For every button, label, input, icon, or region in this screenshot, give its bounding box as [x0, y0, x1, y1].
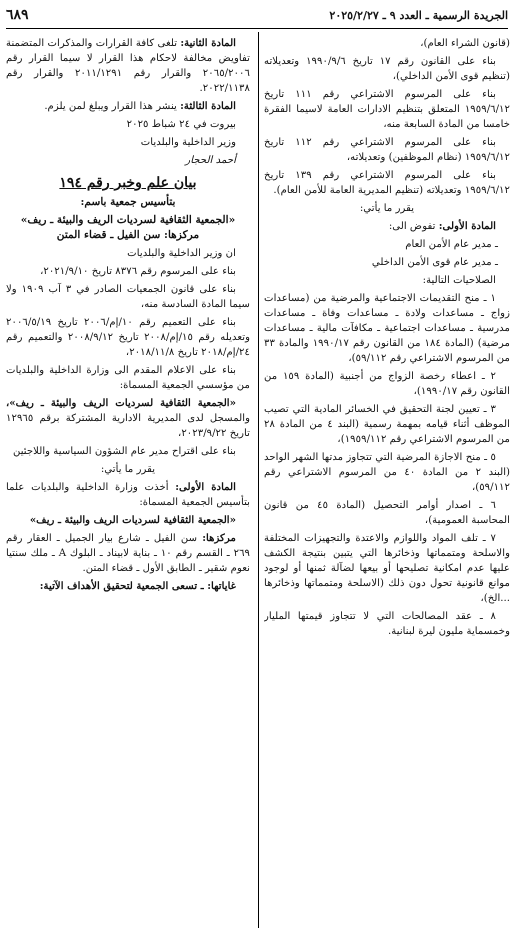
article-text: تلغى كافة القرارات والمذكرات المتضمنة تفاويض مخالفة لاحكام هذا القرار لا سيما القرار رقم ٢٠٦٥/٢٠٠٦ والقرار رقم ٢٠١١/١٢٩١ والقرار رقم ٢٠٢٢/١١٣٨.	[6, 38, 250, 94]
list-item: ٣ ـ تعيين لجنة التحقيق في الخسائر المادية التي تصيب الموظف أثناء قيامه بمهمة رسمية (البند ٤ من المادة ٢٨ من المرسوم الاشتراعي رقم ١٩٥٩/١١٢)،	[264, 404, 510, 445]
notice-subhead: «الجمعية الثقافية لسرديات الريف والبيئة ـ ريف» مركزها: سن الفيل ـ قضاء المتن	[20, 214, 236, 241]
column-divider	[258, 32, 259, 928]
article-three	[6, 99, 250, 114]
headquarters-label: مركزها:	[202, 532, 236, 544]
list-item: ١ ـ منح التقديمات الاجتماعية والمرضية من (مساعدات زواج ـ مساعدات ولادة ـ مساعدات وفاة ـ مساعدات مدرسية ـ مساعدات اجتماعية ـ مكافآت مالية ـ مساعدات مرضية) (المادة ١٨٤ من القانون رقم ١٩٩٠/١٧ والمادة ٣٣ من المرسوم الاشتراعي رقم ٥٩/١١٢)،	[264, 293, 510, 364]
goals-heading: غاياتها: ـ تسعى الجمعية لتحقيق الأهداف الآتية:	[39, 580, 236, 592]
page-number: ٦٨٩	[6, 7, 29, 23]
paragraph: بناء على القانون رقم ١٧ تاريخ ١٩٩٠/٩/٦ وتعديلاته (تنظيم قوى الأمن الداخلي)،	[264, 56, 510, 82]
registration-text: والمسجل لدى المديرية الادارية المشتركة برقم ١٢٩٦٥ تاريخ ٢٠٢٣/٩/٢٢،	[6, 413, 250, 439]
page-header	[6, 4, 508, 26]
minister-title: وزير الداخلية والبلديات	[140, 137, 236, 148]
list-item: ٢ ـ اعطاء رخصة الزواج من أجنبية (المادة ١٥٩ من القانون رقم ١٩٩٠/١٧)،	[264, 371, 510, 397]
paragraph: بناء على المرسوم رقم ٨٣٧٦ تاريخ ٢٠٢١/٩/١٠،	[40, 266, 236, 277]
paragraph: بناء على التعميم رقم ١٠/إم/٢٠٠٦ تاريخ ٢٠٠٦/٥/١٩ وتعديله رقم ١٥/إم/٢٠٠٨ تاريخ ٢٠٠٨/٩/١٢ والتعميم رقم ٢٤/إم/٢٠١٨ تاريخ ٢٠١٨/١١/٨،	[6, 317, 250, 358]
list-item: ٨ ـ عقد المصالحات التي لا تتجاوز قيمتها المليار وخمسماية مليون ليرة لبنانية.	[264, 611, 510, 637]
article-text: أخذت وزارة الداخلية والبلديات علما بتأسيس الجمعية المسماة:	[6, 482, 250, 508]
paragraph: بناء على المرسوم الاشتراعي رقم ١١١ تاريخ ١٩٥٩/٦/١٢ المتعلق بتنظيم الادارات العامة لاسيما الفقرة خامسا من المادة السابعة منه،	[264, 89, 510, 130]
list-item: ـ مدير عام الأمن العام	[405, 239, 498, 250]
paragraph: بناء على اقتراح مدير عام الشؤون السياسية واللاجئين	[12, 446, 236, 457]
place-date: بيروت في ٢٤ شباط ٢٠٢٥	[126, 119, 236, 130]
article-one	[264, 219, 510, 234]
header-divider	[6, 28, 508, 29]
association-registration	[6, 396, 250, 441]
left-column	[6, 36, 250, 928]
paragraph: الصلاحيات التالية:	[422, 275, 496, 286]
article-label: المادة الثالثة:	[180, 100, 236, 112]
list-item: ـ مدير عام قوى الأمن الداخلي	[371, 257, 498, 268]
headquarters-text: سن الفيل ـ شارع بيار الجميل ـ العقار رقم ٢٦٩ ـ القسم رقم ١٠ ـ بناية لابيناد ـ البلوك A ـ ملك سنتيا نعوم شقير ـ الطابق الأول ـ قضاء المتن.	[6, 533, 250, 574]
list-item: ٦ ـ اصدار أوامر التحصيل (المادة ٤٥ من قانون المحاسبة العمومية)،	[264, 500, 510, 526]
article-label: المادة الأولى:	[438, 220, 496, 232]
paragraph: ان وزير الداخلية والبلديات	[127, 248, 236, 259]
article-two	[6, 36, 250, 96]
article-label: المادة الثانية:	[180, 37, 236, 49]
article-label: المادة الأولى:	[175, 481, 236, 493]
journal-issue: الجريدة الرسمية ـ العدد ٩ ـ ٢٠٢٥/٢/٢٧	[329, 8, 508, 22]
notice-subhead: بتأسيس جمعية باسم:	[80, 196, 176, 208]
decision-line: يقرر ما يأتي:	[100, 464, 156, 475]
notice-headline: بيان علم وخبر رقم ١٩٤	[59, 175, 197, 191]
list-item: ٧ ـ تلف المواد واللوازم والاعتدة والتجهيزات المختلفة والاسلحة ومتمماتها وذخائرها التي يتبين بنتيجة الكشف عليها عدم امكانية تصليحها أو بيعها لضآلة ثمنها أو لوجود موانع قانونية تحول دون ذلك (الاسلحة ومتمماتها وذخائرها ...الخ)،	[264, 533, 510, 604]
paragraph: بناء على قانون الجمعيات الصادر في ٣ آب ١٩٠٩ ولا سيما المادة السادسة منه،	[6, 284, 250, 310]
article-text: ينشر هذا القرار ويبلغ لمن يلزم.	[44, 101, 181, 112]
minister-signature: أحمد الحجار	[185, 155, 236, 166]
paragraph: بناء على المرسوم الاشتراعي رقم ١١٢ تاريخ ١٩٥٩/٦/١٢ (نظام الموظفين) وتعديلاته،	[264, 137, 510, 163]
paragraph: بناء على المرسوم الاشتراعي رقم ١٣٩ تاريخ ١٩٥٩/٦/١٢ وتعديلاته (تنظيم المديرية العامة للأمن العام).	[264, 170, 510, 196]
article-one	[6, 480, 250, 510]
list-item: ٥ ـ منح الاجازة المرضية التي تتجاوز مدتها الشهر الواحد (البند ٢ من المادة ٤٠ من المرسوم الاشتراعي رقم ٥٩/١١٢)،	[264, 452, 510, 493]
right-column	[264, 36, 510, 928]
association-name: «الجمعية الثقافية لسرديات الريف والبيئة ـ ريف»	[29, 514, 236, 526]
paragraph: (قانون الشراء العام)،	[420, 38, 510, 49]
decision-line: يقرر ما يأتي:	[359, 203, 415, 214]
headquarters	[6, 531, 250, 576]
paragraph: بناء على الاعلام المقدم الى وزارة الداخلية والبلديات من مؤسسي الجمعية المسماة:	[6, 365, 250, 391]
association-name: «الجمعية الثقافية لسرديات الريف والبيئة ـ ريف»،	[6, 397, 236, 409]
article-text: تفوض الى:	[388, 221, 439, 232]
